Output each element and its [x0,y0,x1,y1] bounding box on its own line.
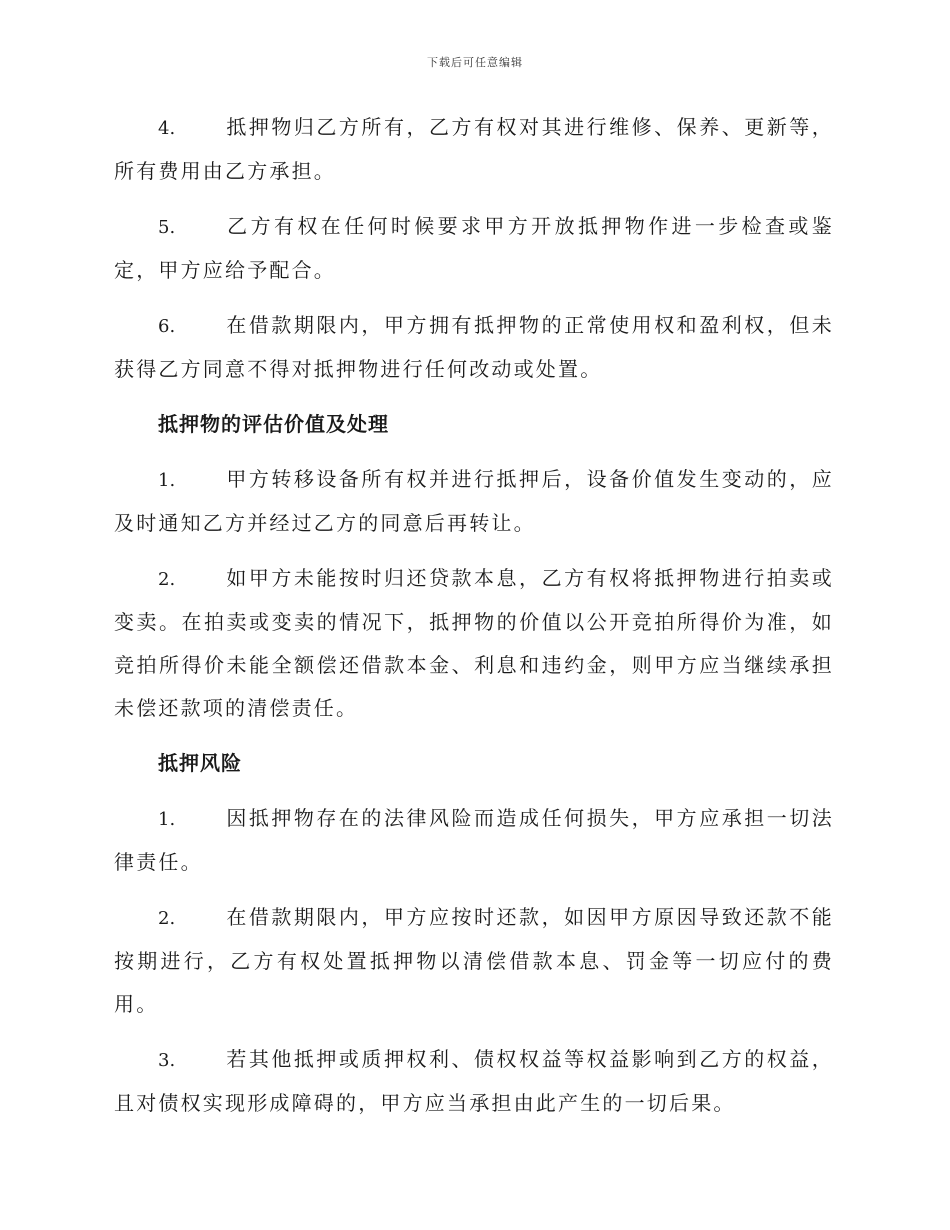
clause-item [114,1038,834,1125]
clause-number: 5. [158,217,176,238]
clause-text: 若其他抵押或质押权利、债权权益等权益影响到乙方的权益，且对债权实现形成障碍的，甲方应当承担由此产生的一切后果。 [114,1047,834,1115]
page-header: 下载后可任意编辑 [427,56,523,69]
section-heading-risk: 抵押风险 [158,751,242,775]
clause-text: 如甲方未能按时归还贷款本息，乙方有权将抵押物进行拍卖或变卖。在拍卖或变卖的情况下，抵押物的价值以公开竞拍所得价为准，如竞拍所得价未能全额偿还借款本金、利息和违约金，则甲方应当继续承担未偿还款项的清偿责任。 [114,566,834,720]
clause-item [114,797,834,884]
clause-item [114,458,834,545]
clause-text: 在借款期限内，甲方拥有抵押物的正常使用权和盈利权，但未获得乙方同意不得对抵押物进行任何改动或处置。 [114,313,834,381]
section-heading-valuation: 抵押物的评估价值及处理 [158,412,389,436]
clause-item [114,304,834,391]
clause-item [114,557,834,730]
clause-item [114,896,834,1026]
clause-number: 3. [158,1050,176,1071]
clause-number: 6. [158,316,176,337]
clause-item [114,205,834,292]
document-body [114,106,834,1137]
clause-item [114,106,834,193]
clause-number: 2. [158,569,176,590]
clause-number: 4. [158,118,176,139]
clause-text: 在借款期限内，甲方应按时还款，如因甲方原因导致还款不能按期进行，乙方有权处置抵押物以清偿借款本息、罚金等一切应付的费用。 [114,905,834,1016]
clause-text: 抵押物归乙方所有，乙方有权对其进行维修、保养、更新等，所有费用由乙方承担。 [114,115,834,183]
clause-text: 甲方转移设备所有权并进行抵押后，设备价值发生变动的，应及时通知乙方并经过乙方的同意后再转让。 [114,467,834,535]
clause-number: 1. [158,470,176,491]
clause-text: 乙方有权在任何时候要求甲方开放抵押物作进一步检查或鉴定，甲方应给予配合。 [114,214,834,282]
clause-number: 1. [158,809,176,830]
clause-number: 2. [158,908,176,929]
clause-text: 因抵押物存在的法律风险而造成任何损失，甲方应承担一切法律责任。 [114,806,834,874]
